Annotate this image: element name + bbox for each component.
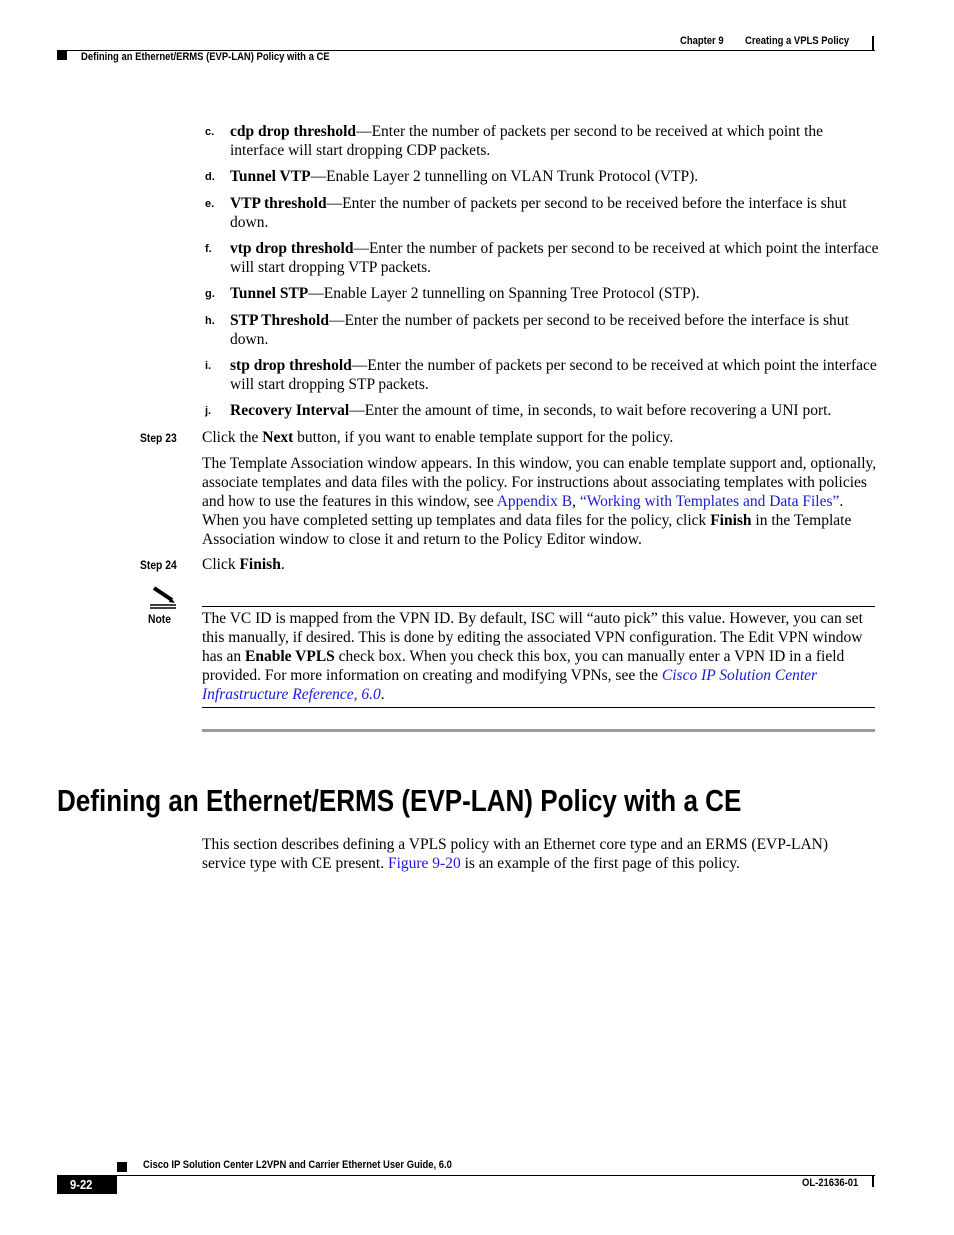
next-button-ref: Next	[262, 429, 294, 446]
list-item	[230, 194, 880, 232]
pencil-note-icon	[148, 586, 178, 610]
item-term: VTP threshold	[230, 195, 327, 212]
item-text: —Enter the number of packets per second to be received before the interface is shut down.	[230, 312, 849, 348]
section-intro: This section describes defining a VPLS policy with an Ethernet core type and an ERMS (EVP-LAN) service type with CE present. Figure 9-20 is an example of the first page of this policy.	[202, 836, 829, 872]
header-chapter: Chapter 9	[680, 35, 724, 47]
item-letter: g.	[205, 288, 215, 300]
item-letter: f.	[205, 243, 212, 255]
footer-rule-tick	[872, 1175, 874, 1187]
finish-button-ref: Finish	[239, 556, 281, 573]
item-text: —Enter the number of packets per second to be received at which point the interface will start dropping STP packets.	[230, 357, 877, 393]
item-text: —Enter the amount of time, in seconds, to wait before recovering a UNI port.	[349, 402, 832, 419]
item-text: —Enter the number of packets per second to be received at which point the interface will start dropping CDP packets.	[230, 123, 824, 159]
step-24-text: Click Finish.	[202, 556, 285, 573]
item-text: —Enter the number of packets per second to be received before the interface is shut down.	[230, 195, 847, 231]
item-letter: i.	[205, 360, 212, 372]
item-term: vtp drop threshold	[230, 240, 354, 257]
note-label: Note	[148, 612, 171, 626]
header-section: Defining an Ethernet/ERMS (EVP-LAN) Policy with a CE	[81, 51, 330, 63]
list-item	[230, 311, 880, 349]
item-letter: c.	[205, 126, 215, 138]
enable-vpls-ref: Enable VPLS	[245, 648, 335, 665]
footer-doc-number: OL-21636-01	[802, 1177, 859, 1189]
item-text: —Enter the number of packets per second to be received at which point the interface will start dropping VTP packets.	[230, 240, 879, 276]
list-item	[230, 401, 880, 420]
finish-button-ref: Finish	[710, 512, 752, 529]
item-term: Tunnel VTP	[230, 168, 311, 185]
header-rule-tick	[872, 36, 874, 50]
header-square	[57, 50, 67, 60]
list-item	[230, 356, 880, 394]
step-23-paragraph: The Template Association window appears. In this window, you can enable template support and, optionally, associate templates and data files with the policy. For instructions about associating templates with policies and how to use the features in this window, see Appendix B, “Working with Templates and Data Files”. When you have completed setting up templates and data files for the policy, click Finish in the Template Association window to close it and return to the Policy Editor window.	[202, 455, 877, 548]
footer-guide-title: Cisco IP Solution Center L2VPN and Carrier Ethernet User Guide, 6.0	[143, 1159, 452, 1171]
item-text: —Enable Layer 2 tunnelling on VLAN Trunk Protocol (VTP).	[310, 168, 699, 185]
item-letter: j.	[205, 405, 212, 417]
item-term: STP Threshold	[230, 312, 329, 329]
header-chapter-title: Creating a VPLS Policy	[745, 35, 850, 47]
list-item	[230, 167, 880, 186]
section-title: Defining an Ethernet/ERMS (EVP-LAN) Policy with a CE	[57, 783, 742, 818]
page-number: 9-22	[70, 1177, 93, 1192]
step-24-label: Step 24	[140, 558, 177, 572]
footer-square	[117, 1162, 127, 1172]
step-23-label: Step 23	[140, 431, 177, 445]
appendix-b-link[interactable]: Appendix B	[496, 493, 573, 510]
item-text: —Enable Layer 2 tunnelling on Spanning Tree Protocol (STP).	[308, 285, 700, 302]
figure-9-20-link[interactable]: Figure 9-20	[387, 855, 461, 872]
item-term: Recovery Interval	[230, 402, 350, 419]
note-text: The VC ID is mapped from the VPN ID. By default, ISC will “auto pick” this value. However, you can set this manually, if desired. This is done by editing the associated VPN configuration. The Edit VPN window has an Enable VPLS check box. When you check this box, you can manually enter a VPN ID in a field provided. For more information on creating and modifying VPNs, see the Cisco IP Solution Center Infrastructure Reference, 6.0.	[202, 610, 863, 703]
list-item	[230, 122, 880, 160]
footer-page-box	[57, 1175, 117, 1194]
item-term: Tunnel STP	[230, 285, 309, 302]
note-top-rule	[202, 606, 875, 607]
section-divider	[202, 729, 875, 732]
list-item	[230, 239, 880, 277]
step-23-text: Click the Next button, if you want to enable template support for the policy.	[202, 429, 674, 446]
item-letter: h.	[205, 315, 215, 327]
working-with-templates-link[interactable]: “Working with Templates and Data Files”	[579, 493, 840, 510]
list-item	[230, 284, 880, 303]
infrastructure-reference-link[interactable]: Cisco IP Solution Center Infrastructure Reference, 6.0	[202, 667, 818, 703]
item-letter: d.	[205, 171, 215, 183]
footer-rule	[57, 1175, 875, 1176]
item-term: cdp drop threshold	[230, 123, 357, 140]
note-bottom-rule	[202, 707, 875, 708]
item-term: stp drop threshold	[230, 357, 352, 374]
item-letter: e.	[205, 198, 215, 210]
